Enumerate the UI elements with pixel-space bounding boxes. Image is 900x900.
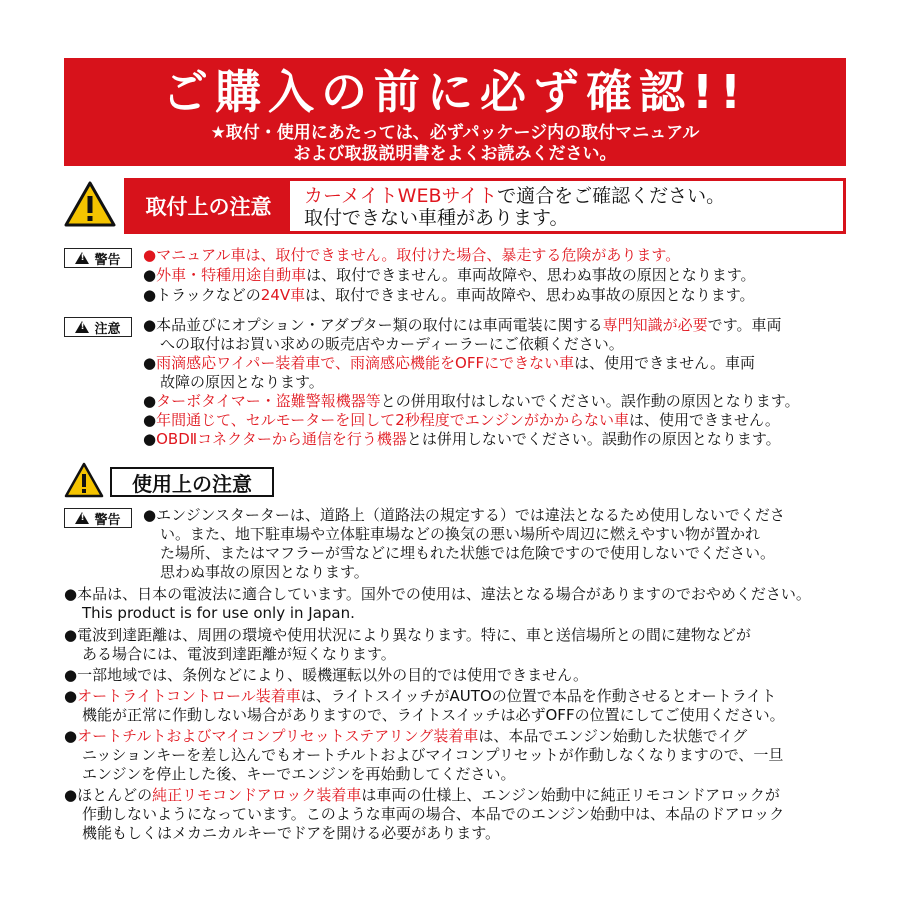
note-6-pre: ●ほとんどの (64, 786, 153, 804)
usage-warning-triangle-icon (64, 462, 104, 499)
banner-subtitle-line1: ★取付・使用にあたっては、必ずパッケージ内の取付マニュアル (210, 123, 700, 143)
caution-line-7 (143, 430, 781, 449)
caution-line-1-red: 専門知識が必要 (602, 316, 708, 334)
warning-badge (64, 248, 132, 268)
warning-item-2-red: 外車・特種用途自動車 (156, 266, 307, 284)
install-notice-line1-rest: で適合をご確認ください。 (497, 185, 726, 207)
note-3: ●一部地域では、条例などにより、暖機運転以外の目的では使用できません。 (64, 666, 588, 684)
warning-item-1: ●マニュアル車は、取付できません。取付けた場合、暴走する危険があります。 (143, 246, 681, 264)
caution-line-1-rest: です。車両 (707, 316, 782, 334)
caution-line-6-red: 年間通じて、セルモーターを回して2秒程度でエンジンがかからない車 (156, 411, 629, 429)
caution-mini-icon (75, 321, 89, 333)
caution-line-5-red: ターボタイマー・盗難警報機器等 (156, 392, 381, 410)
note-1-line-2: This product is for use only in Japan. (82, 604, 355, 622)
caution-line-3-pre: ● (143, 354, 157, 372)
usage-warning-mini-icon (75, 512, 89, 524)
note-6-rest: は車両の仕様上、エンジン始動中に純正リモコンドアロックが (361, 786, 780, 804)
warning-badge-label: 警告 (94, 252, 121, 268)
warning-item-2-rest: は、取付できません。車両故障や、思わぬ事故の原因となります。 (306, 266, 756, 284)
install-notice-box (124, 178, 846, 234)
caution-line-3-red: 雨滴感応ワイパー装着車で、雨滴感応機能をOFFにできない車 (156, 354, 575, 372)
usage-warning-badge (64, 508, 132, 528)
caution-line-4: 故障の原因となります。 (160, 373, 324, 391)
note-1-line-1: ●本品は、日本の電波法に適合しています。国外での使用は、違法となる場合がありますのでおやめください。 (64, 585, 811, 603)
note-5-rest: は、本品でエンジン始動した状態でイグ (478, 727, 748, 745)
note-6-line-1 (64, 786, 780, 805)
caution-badge (64, 317, 132, 337)
caution-line-7-rest: とは併用しないでください。誤動作の原因となります。 (406, 430, 781, 448)
usage-warning-line-2: い。また、地下駐車場や立体駐車場などの換気の悪い場所や周辺に燃えやすい物が置かれ (160, 525, 761, 543)
caution-line-6-pre: ● (143, 411, 157, 429)
caution-badge-label: 注意 (94, 321, 121, 337)
note-2-line-2: ある場合には、電波到達距離が短くなります。 (82, 645, 396, 663)
caution-line-1-pre: ●本品並びにオプション・アダプター類の取付には車両電装に関する (143, 316, 603, 334)
caution-line-3 (143, 354, 755, 373)
usage-notice-heading: 使用上の注意 (110, 467, 274, 497)
caution-line-7-pre: ● (143, 430, 157, 448)
caution-line-5-rest: との併用取付はしないでください。誤作動の原因となります。 (380, 392, 800, 410)
usage-warning-line-4: 思わぬ事故の原因となります。 (160, 563, 369, 581)
note-5-line-3: エンジンを停止した後、キーでエンジンを再始動してください。 (82, 765, 516, 783)
note-5-line-1 (64, 727, 747, 746)
note-2-line-1: ●電波到達距離は、周囲の環境や使用状況により異なります。特に、車と送信場所との間に建物などが (64, 626, 751, 644)
install-notice-line1 (304, 185, 725, 207)
caution-line-6-rest: は、使用できません。 (629, 411, 780, 429)
warning-item-3-red: 24V車 (260, 286, 306, 304)
warning-triangle-icon (64, 180, 116, 228)
caution-line-2: への取付はお買い求めの販売店やカーディーラーにご依頼ください。 (160, 335, 624, 353)
warning-item-3 (143, 286, 755, 305)
caution-line-5-pre: ● (143, 392, 157, 410)
banner-subtitle-line2: および取扱説明書をよくお読みください。 (293, 144, 617, 164)
note-5-line-2: ニッションキーを差し込んでもオートチルトおよびマイコンプリセットが作動しなくなりますので、一旦 (82, 746, 784, 764)
usage-warning-line-3: た場所、またはマフラーが雪などに埋もれた状態では危険ですので使用しないでください。 (160, 544, 776, 562)
bullet: ● (143, 266, 157, 284)
warning-item-3-pre: ●トラックなどの (143, 286, 261, 304)
caution-line-3-rest: は、使用できません。車両 (574, 354, 756, 372)
install-notice-label: 取付上の注意 (127, 181, 290, 231)
header-banner (64, 58, 846, 166)
note-4-line-2: 機能が正常に作動しない場合がありますので、ライトスイッチは必ずOFFの位置にしてご使用ください。 (82, 706, 785, 724)
warning-mini-icon (75, 252, 89, 264)
note-6-red: 純正リモコンドアロック装着車 (152, 786, 362, 804)
caution-line-6 (143, 411, 780, 430)
note-4-pre: ● (64, 687, 78, 705)
note-4-rest: は、ライトスイッチがAUTOの位置で本品を作動させるとオートライト (300, 687, 777, 705)
note-4-line-1 (64, 687, 776, 706)
warning-item-3-rest: は、取付できません。車両故障や、思わぬ事故の原因となります。 (305, 286, 755, 304)
note-5-pre: ● (64, 727, 78, 745)
usage-warning-badge-label: 警告 (94, 512, 121, 528)
usage-warning-line-1: ●エンジンスターターは、道路上（道路法の規定する）では違法となるため使用しないでくださ (143, 506, 785, 524)
caution-line-5 (143, 392, 800, 411)
website-link-text: カーメイトWEBサイト (304, 185, 498, 207)
note-4-red: オートライトコントロール装着車 (77, 687, 301, 705)
note-6-line-2: 作動しないようになっています。このような車両の場合、本品でのエンジン始動中は、本品のドアロック (82, 805, 785, 823)
note-6-line-3: 機能もしくはメカニカルキーでドアを開ける必要があります。 (82, 824, 501, 842)
install-notice-line2: 取付できない車種があります。 (304, 207, 569, 229)
caution-line-7-red: OBDⅡコネクターから通信を行う機器 (156, 430, 407, 448)
caution-line-1 (143, 316, 781, 335)
warning-item-2 (143, 266, 756, 285)
note-5-red: オートチルトおよびマイコンプリセットステアリング装着車 (77, 727, 479, 745)
banner-title: ご購入の前に必ず確認!! (162, 65, 748, 119)
